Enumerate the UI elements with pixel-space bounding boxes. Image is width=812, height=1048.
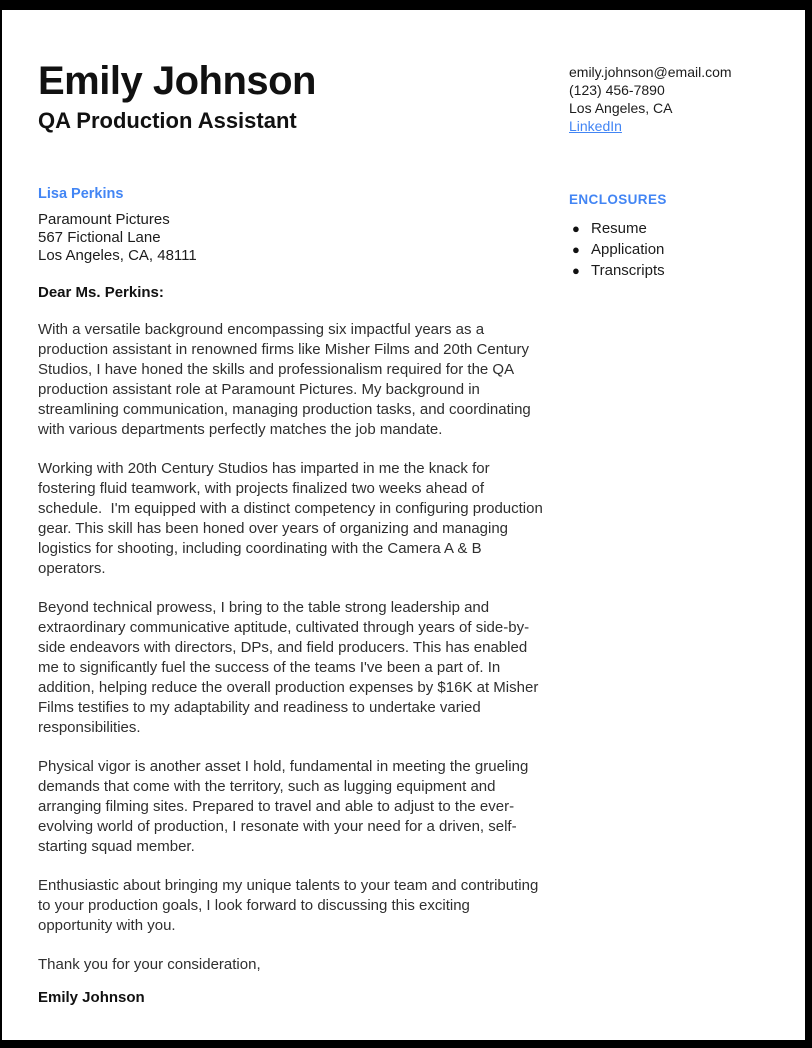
linkedin-link[interactable]: LinkedIn (569, 118, 622, 134)
list-item (569, 219, 797, 239)
letter-paragraph-1: With a versatile background encompassing six impactful years as a production assistant in renowned firms like Misher Films and 20th Century Studios, I have honed the skills and professionalism required for the QA production assistant role at Paramount Pictures. My background in streamlining communication, managing production tasks, and coordinating with various departments perfectly matches the job mandate. (38, 321, 535, 438)
letter-paragraph-4: Physical vigor is another asset I hold, fundamental in meeting the grueling demands that come with the territory, such as lugging equipment and arranging filming sites. Prepared to travel and able to adjust to the ever-evolving world of production, I resonate with your need for a driven, self-starting squad member. (38, 758, 533, 855)
enclosure-label: Transcripts (591, 262, 665, 279)
contact-phone: (123) 456-7890 (569, 82, 665, 98)
bullet-icon: ● (572, 263, 580, 278)
cover-letter-page (2, 10, 805, 1040)
salutation: Dear Ms. Perkins: (38, 284, 164, 301)
enclosure-label: Resume (591, 220, 647, 237)
main-column (38, 10, 547, 1006)
contact-location: Los Angeles, CA (569, 100, 673, 116)
letter-paragraph-2: Working with 20th Century Studios has imparted in me the knack for fostering fluid teamwork, with projects finalized two weeks ahead of schedule. I'm equipped with a distinct competency in configuring production gear. This skill has been honed over years of organizing and managing logistics for shooting, including coordinating with the Camera A & B operators. (38, 460, 547, 577)
list-item (569, 240, 797, 260)
bullet-icon: ● (572, 242, 580, 257)
letter-paragraph-5: Enthusiastic about bringing my unique talents to your team and contributing to your production goals, I look forward to discussing this exciting opportunity with you. (38, 877, 543, 934)
recipient-block (38, 186, 543, 265)
side-column (569, 10, 797, 1006)
enclosures-block (569, 192, 797, 281)
recipient-name: Lisa Perkins (38, 186, 124, 202)
content-grid (2, 10, 805, 1006)
contact-block (569, 63, 797, 136)
letter-paragraph-3: Beyond technical prowess, I bring to the table strong leadership and extraordinary communicative aptitude, cultivated through years of side-by-side endeavors with directors, DPs, and field producers. This has enabled me to significantly fuel the success of the teams I've been a part of. In addition, helping reduce the overall production expenses by $16K at Misher Films testifies to my adaptability and readiness to undertake varied responsibilities. (38, 599, 543, 736)
recipient-city: Los Angeles, CA, 48111 (38, 247, 197, 264)
enclosures-list (569, 219, 797, 281)
recipient-street: 567 Fictional Lane (38, 229, 161, 246)
bullet-icon: ● (572, 221, 580, 236)
page-title: Emily Johnson (38, 59, 316, 103)
list-item (569, 261, 797, 281)
closing-line: Thank you for your consideration, (38, 956, 261, 973)
recipient-company: Paramount Pictures (38, 211, 170, 228)
enclosure-label: Application (591, 241, 665, 258)
enclosures-heading: ENCLOSURES (569, 192, 667, 207)
signature-name: Emily Johnson (38, 989, 145, 1006)
contact-email: emily.johnson@email.com (569, 64, 732, 80)
job-title: QA Production Assistant (38, 108, 297, 133)
